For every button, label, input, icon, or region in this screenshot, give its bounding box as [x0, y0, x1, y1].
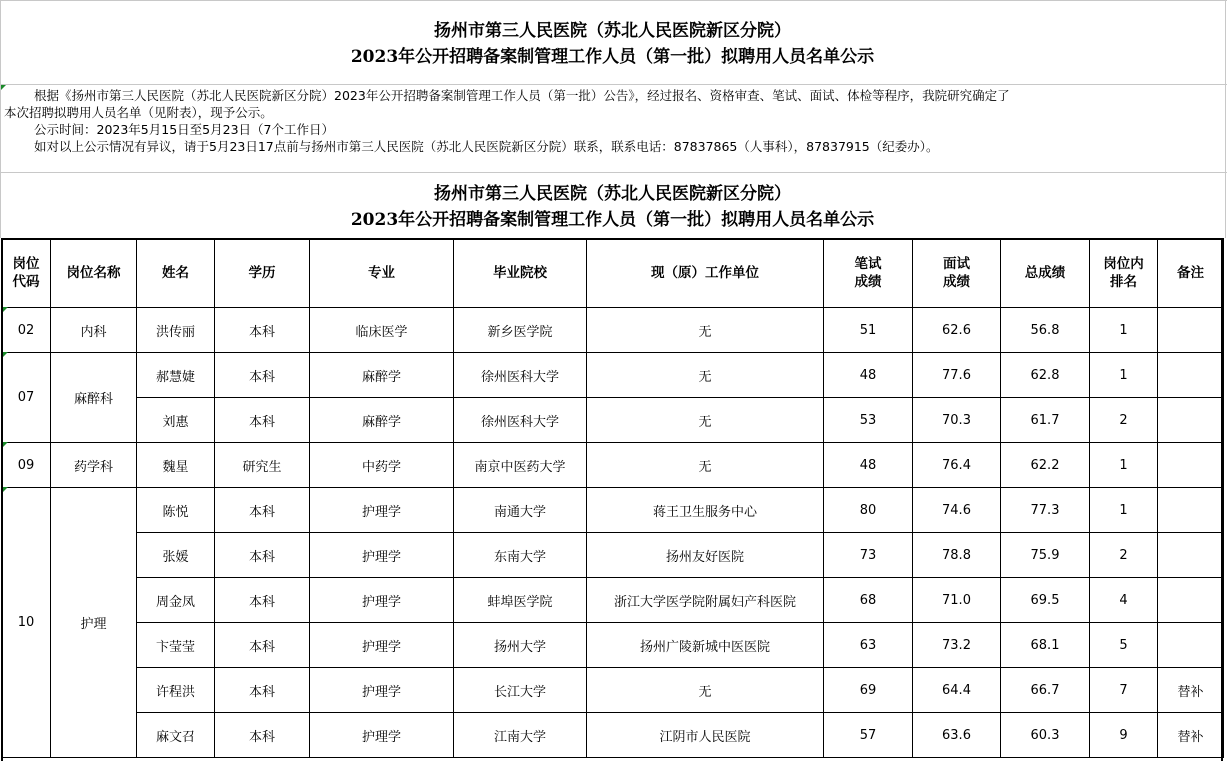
employer-cell: 蒋王卫生服务中心	[587, 488, 824, 533]
interview-score-cell: 70.3	[913, 398, 1001, 443]
post-code-cell: 10	[2, 488, 51, 758]
education-cell: 本科	[215, 533, 310, 578]
table-title-line2: 2023年公开招聘备案制管理工作人员（第一批）拟聘用人员名单公示	[350, 210, 875, 230]
education-cell: 本科	[215, 668, 310, 713]
total-score-cell: 61.7	[1001, 398, 1090, 443]
total-score-cell: 68.1	[1001, 623, 1090, 668]
total-score-cell: 66.7	[1001, 668, 1090, 713]
note-cell	[1158, 308, 1224, 353]
post-code-cell: 02	[2, 308, 51, 353]
header-post-code: 岗位 代码	[2, 239, 51, 308]
rank-cell: 1	[1090, 308, 1158, 353]
interview-score-cell: 76.4	[913, 443, 1001, 488]
interview-score-cell: 71.0	[913, 578, 1001, 623]
table-row	[2, 308, 1224, 353]
header-education: 学历	[215, 239, 310, 308]
table-row	[2, 623, 1224, 668]
cell-comment-marker	[3, 442, 8, 447]
name-cell: 郝慧婕	[137, 353, 215, 398]
written-score-cell: 48	[824, 443, 913, 488]
education-cell: 本科	[215, 353, 310, 398]
notice-para1-line1: 根据《扬州市第三人民医院（苏北人民医院新区分院）2023年公开招聘备案制管理工作人员（第一批）公告》，经过报名、资格审查、笔试、面试、体检等程序，我院研究确定了	[34, 88, 1010, 103]
total-score-cell: 75.9	[1001, 533, 1090, 578]
employer-cell: 江阴市人民医院	[587, 713, 824, 758]
school-cell: 徐州医科大学	[454, 353, 587, 398]
header-post-name: 岗位名称	[51, 239, 137, 308]
major-cell: 护理学	[310, 488, 454, 533]
education-cell: 本科	[215, 488, 310, 533]
table-title-line1: 扬州市第三人民医院（苏北人民医院新区分院）	[434, 184, 791, 204]
notice-contact: 如对以上公示情况有异议，请于5月23日17点前与扬州市第三人民医院（苏北人民医院新区分院）联系，联系电话：87837865（人事科），87837915（纪委办）。	[34, 139, 939, 154]
name-cell: 陈悦	[137, 488, 215, 533]
education-cell: 本科	[215, 398, 310, 443]
written-score-cell: 53	[824, 398, 913, 443]
post-name-cell: 内科	[51, 308, 137, 353]
school-cell: 徐州医科大学	[454, 398, 587, 443]
total-score-cell: 62.2	[1001, 443, 1090, 488]
school-cell: 新乡医学院	[454, 308, 587, 353]
written-score-cell: 73	[824, 533, 913, 578]
candidate-table	[1, 238, 1224, 758]
total-score-cell: 62.8	[1001, 353, 1090, 398]
major-cell: 麻醉学	[310, 353, 454, 398]
notice-title-line2: 2023年公开招聘备案制管理工作人员（第一批）拟聘用人员名单公示	[350, 47, 875, 67]
written-score-cell: 80	[824, 488, 913, 533]
major-cell: 中药学	[310, 443, 454, 488]
school-cell: 江南大学	[454, 713, 587, 758]
header-school: 毕业院校	[454, 239, 587, 308]
major-cell: 护理学	[310, 623, 454, 668]
employer-cell: 无	[587, 308, 824, 353]
header-total-score: 总成绩	[1001, 239, 1090, 308]
school-cell: 南通大学	[454, 488, 587, 533]
grid-line	[1225, 0, 1226, 238]
written-score-cell: 51	[824, 308, 913, 353]
name-cell: 麻文召	[137, 713, 215, 758]
grid-line	[0, 0, 1227, 1]
name-cell: 张媛	[137, 533, 215, 578]
school-cell: 长江大学	[454, 668, 587, 713]
grid-line	[0, 172, 1227, 173]
header-name: 姓名	[137, 239, 215, 308]
rank-cell: 2	[1090, 398, 1158, 443]
cell-comment-marker	[3, 487, 8, 492]
interview-score-cell: 64.4	[913, 668, 1001, 713]
school-cell: 南京中医药大学	[454, 443, 587, 488]
interview-score-cell: 74.6	[913, 488, 1001, 533]
interview-score-cell: 63.6	[913, 713, 1001, 758]
grid-line	[0, 84, 1227, 85]
major-cell: 麻醉学	[310, 398, 454, 443]
table-row	[2, 398, 1224, 443]
total-score-cell: 60.3	[1001, 713, 1090, 758]
note-cell	[1158, 443, 1224, 488]
employer-cell: 扬州广陵新城中医医院	[587, 623, 824, 668]
total-score-cell: 69.5	[1001, 578, 1090, 623]
total-score-cell: 56.8	[1001, 308, 1090, 353]
note-cell	[1158, 623, 1224, 668]
written-score-cell: 63	[824, 623, 913, 668]
name-cell: 周金凤	[137, 578, 215, 623]
post-name-cell: 护理	[51, 488, 137, 758]
written-score-cell: 48	[824, 353, 913, 398]
table-row	[2, 443, 1224, 488]
header-employer: 现（原）工作单位	[587, 239, 824, 308]
school-cell: 东南大学	[454, 533, 587, 578]
table-row	[2, 713, 1224, 758]
notice-publicity-period: 公示时间：2023年5月15日至5月23日（7个工作日）	[34, 122, 334, 137]
employer-cell: 浙江大学医学院附属妇产科医院	[587, 578, 824, 623]
education-cell: 本科	[215, 308, 310, 353]
education-cell: 本科	[215, 713, 310, 758]
employer-cell: 无	[587, 443, 824, 488]
education-cell: 本科	[215, 623, 310, 668]
note-cell	[1158, 398, 1224, 443]
employer-cell: 扬州友好医院	[587, 533, 824, 578]
post-name-cell: 药学科	[51, 443, 137, 488]
rank-cell: 2	[1090, 533, 1158, 578]
education-cell: 本科	[215, 578, 310, 623]
name-cell: 洪传丽	[137, 308, 215, 353]
header-rank: 岗位内 排名	[1090, 239, 1158, 308]
major-cell: 护理学	[310, 533, 454, 578]
table-row	[2, 533, 1224, 578]
header-note: 备注	[1158, 239, 1224, 308]
header-written-score: 笔试 成绩	[824, 239, 913, 308]
note-cell	[1158, 533, 1224, 578]
major-cell: 护理学	[310, 578, 454, 623]
major-cell: 临床医学	[310, 308, 454, 353]
note-cell	[1158, 578, 1224, 623]
written-score-cell: 57	[824, 713, 913, 758]
interview-score-cell: 62.6	[913, 308, 1001, 353]
total-score-cell: 77.3	[1001, 488, 1090, 533]
rank-cell: 4	[1090, 578, 1158, 623]
table-row	[2, 488, 1224, 533]
interview-score-cell: 77.6	[913, 353, 1001, 398]
school-cell: 扬州大学	[454, 623, 587, 668]
employer-cell: 无	[587, 668, 824, 713]
note-cell	[1158, 488, 1224, 533]
note-cell	[1158, 353, 1224, 398]
table-row	[2, 578, 1224, 623]
name-cell: 刘惠	[137, 398, 215, 443]
rank-cell: 7	[1090, 668, 1158, 713]
post-name-cell: 麻醉科	[51, 353, 137, 443]
major-cell: 护理学	[310, 713, 454, 758]
header-interview-score: 面试 成绩	[913, 239, 1001, 308]
note-cell: 替补	[1158, 668, 1224, 713]
school-cell: 蚌埠医学院	[454, 578, 587, 623]
table-row	[2, 668, 1224, 713]
rank-cell: 1	[1090, 353, 1158, 398]
name-cell: 卞莹莹	[137, 623, 215, 668]
rank-cell: 1	[1090, 443, 1158, 488]
notice-para1-line2: 本次招聘拟聘用人员名单（见附表），现予公示。	[4, 105, 273, 120]
employer-cell: 无	[587, 353, 824, 398]
education-cell: 研究生	[215, 443, 310, 488]
cell-comment-marker	[3, 307, 8, 312]
notice-title-line1: 扬州市第三人民医院（苏北人民医院新区分院）	[434, 21, 791, 41]
employer-cell: 无	[587, 398, 824, 443]
interview-score-cell: 73.2	[913, 623, 1001, 668]
note-cell: 替补	[1158, 713, 1224, 758]
table-header-row	[2, 239, 1224, 308]
written-score-cell: 69	[824, 668, 913, 713]
interview-score-cell: 78.8	[913, 533, 1001, 578]
rank-cell: 5	[1090, 623, 1158, 668]
written-score-cell: 68	[824, 578, 913, 623]
rank-cell: 1	[1090, 488, 1158, 533]
notice-paragraph-1	[4, 87, 1218, 155]
major-cell: 护理学	[310, 668, 454, 713]
cell-comment-marker	[3, 352, 8, 357]
rank-cell: 9	[1090, 713, 1158, 758]
table-row	[2, 353, 1224, 398]
header-major: 专业	[310, 239, 454, 308]
name-cell: 许程洪	[137, 668, 215, 713]
name-cell: 魏星	[137, 443, 215, 488]
post-code-cell: 07	[2, 353, 51, 443]
post-code-cell: 09	[2, 443, 51, 488]
